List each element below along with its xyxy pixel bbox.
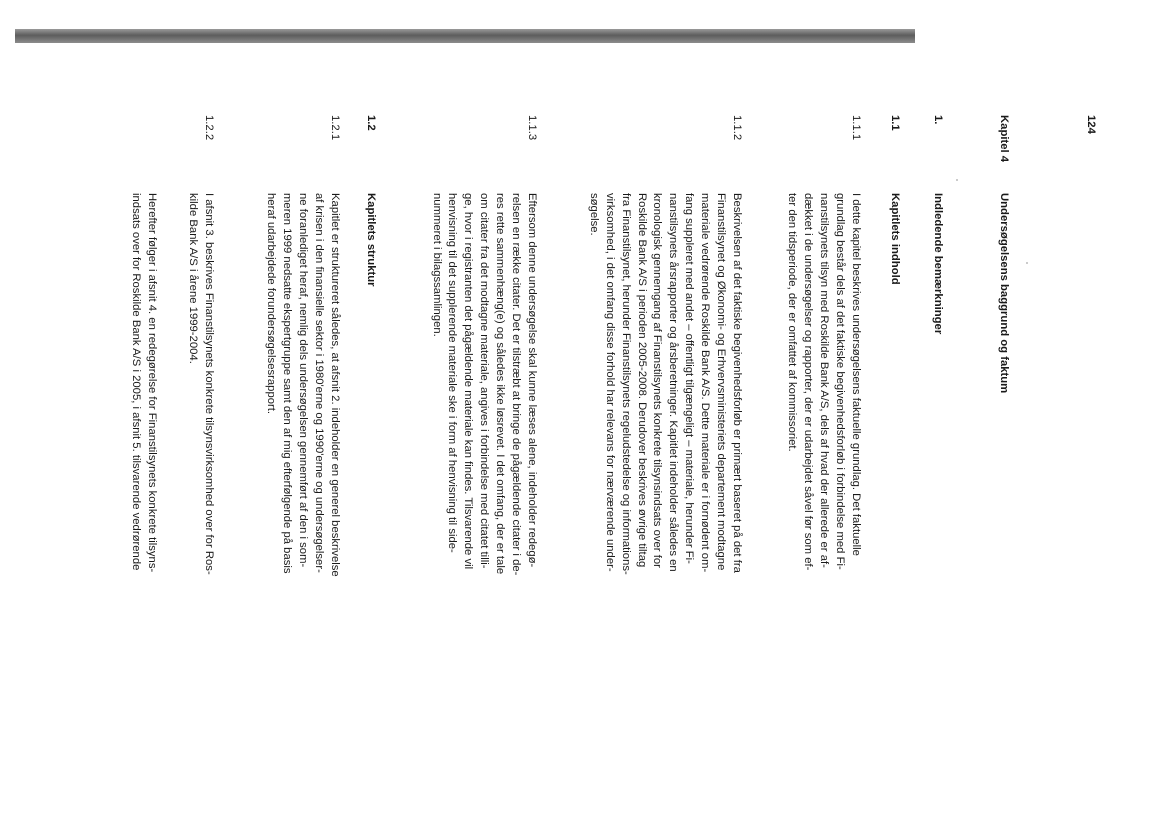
section-1-2-1-number: 1.2.1 bbox=[329, 115, 341, 141]
text-line: Eftersom denne undersøgelse skal kunne læses alene, indeholder redegø- bbox=[526, 193, 538, 568]
text-line: indsats over for Roskilde Bank A/S i 2005, i afsnit 5. tilsvarende vedrørende bbox=[130, 193, 143, 571]
section-1-2-title: Kapitlets struktur bbox=[365, 193, 377, 287]
continuation-text bbox=[127, 193, 159, 684]
text-line: I dette kapitel beskrives undersøgelsens faktuelle grundlag. Det faktuelle bbox=[850, 193, 862, 556]
text-line: meren 1999 nedsatte ekspertgruppe samt den af mig efterfølgende på basis bbox=[281, 193, 294, 574]
section-1-2-number: 1.2 bbox=[365, 115, 377, 131]
text-line: grundlag består dels af det faktiske begivenhedsforløb i forbindelse med Fi- bbox=[834, 193, 847, 570]
text-line: heraf udarbejdede forundersøgelsesrapport. bbox=[265, 193, 278, 415]
text-line: kronologisk gennemgang af Finanstilsynets konkrete tilsynsindsats over for bbox=[651, 193, 664, 568]
text-line: nummeret i bilagssamlingen. bbox=[430, 193, 443, 337]
text-line: res rette sammenhæng(e) og således ikke løsrevet. I det omfang, der er tale bbox=[494, 193, 507, 575]
text-line: ter den tidsperiode, der er omfattet af kommissoriet. bbox=[786, 193, 799, 452]
section-1-1-1-number: 1.1.1 bbox=[850, 115, 862, 141]
section-1-1-3-number: 1.1.3 bbox=[526, 115, 538, 141]
text-line: Kapitlet er struktureret således, at afsnit 2. indeholder en generel beskrivelse bbox=[329, 193, 341, 577]
text-line: Roskilde Bank A/S i perioden 2005-2008. Derudover beskrives øvrige tiltag bbox=[635, 193, 648, 568]
text-line: I afsnit 3. beskrives Finanstilsynets konkrete tilsynsvirksomhed over for Ros- bbox=[203, 193, 215, 575]
section-1-2-2-number: 1.2.2 bbox=[203, 115, 215, 141]
section-1-1-2-text bbox=[585, 193, 744, 684]
text-line: materiale vedrørende Roskilde Bank A/S. Dette materiale er i fornødent om- bbox=[699, 193, 712, 573]
section-1-1-2-number: 1.1.2 bbox=[731, 115, 743, 141]
text-line: af krisen i den finansielle sektor i 1980'erne og 1990'erne og undersøgelser- bbox=[313, 193, 326, 573]
section-1-1-3-text bbox=[428, 193, 539, 684]
section-1-1-1-text bbox=[783, 193, 863, 684]
text-line: ge, hvor i registranten det pågældende materiale kan findes. Tilsvarende vil bbox=[462, 193, 475, 570]
chapter-label: Kapitel 4 bbox=[998, 115, 1010, 163]
text-line: fra Finanstilsynet, herunder Finanstilsynets regeludstedelse og informations- bbox=[619, 193, 632, 575]
section-1-1-number: 1.1 bbox=[889, 115, 901, 131]
text-line: søgelse. bbox=[587, 193, 600, 236]
text-line: kilde Bank A/S i årene 1999-2004. bbox=[187, 193, 200, 364]
text-line: ne foranlediget heraf, nemlig dels undersøgelsen gennemført af den i som- bbox=[297, 193, 310, 568]
text-line: henvisning til det supplerende materiale ske i form af henvisning til side- bbox=[446, 193, 459, 553]
section-1-number: 1. bbox=[932, 115, 944, 125]
text-line: nanstilsynets årsrapporter og årsberetninger. Kapitlet indeholder således en bbox=[667, 193, 680, 572]
text-line: Herefter følger i afsnit 4. en redegørelse for Finanstilsynets konkrete tilsyns- bbox=[146, 193, 158, 573]
section-1-1-title: Kapitlets indhold bbox=[889, 193, 901, 285]
text-line: nanstilsynets tilsyn med Roskilde Bank A/S, dels af hvad der allerede er af- bbox=[818, 193, 831, 568]
text-line: fang suppleret med andet – offentligt tilgængeligt – materiale, herunder Fi- bbox=[683, 193, 696, 564]
section-1-2-2-text bbox=[184, 193, 216, 684]
text-line: Beskrivelsen af det faktiske begivenhedsforløb er primært baseret på det fra bbox=[731, 193, 743, 573]
text-line: virksomhed, i det omfang disse forhold har relevans for nærværende under- bbox=[603, 193, 616, 572]
section-1-2-1-text bbox=[262, 193, 342, 684]
section-1-title: Indledende bemærkninger bbox=[932, 193, 944, 335]
text-line: om citater fra det modtagne materiale, angives i forbindelse med citatet tilli- bbox=[478, 193, 491, 569]
text-line: Finanstilsynet og Økonomi- og Erhvervsministeriets departement modtagne bbox=[715, 193, 728, 571]
page-number: 124 bbox=[1085, 115, 1097, 134]
chapter-title: Undersøgelsens baggrund og faktum bbox=[998, 193, 1010, 394]
text-line: dækket i de undersøgelser og rapporter, der er udarbejdet såvel før som ef- bbox=[802, 193, 815, 571]
text-line: relsen en række citater. Det er tilstræbt at bringe de pågældende citater i de- bbox=[510, 193, 523, 576]
